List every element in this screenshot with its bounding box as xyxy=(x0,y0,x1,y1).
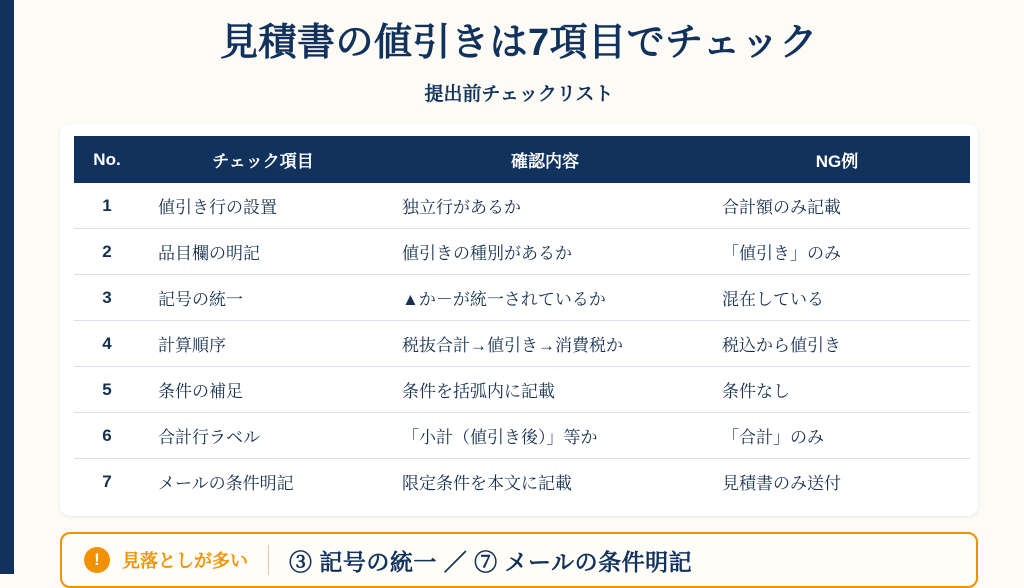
table-body xyxy=(74,183,970,504)
cell-no: 1 xyxy=(74,183,140,229)
callout-box xyxy=(60,532,978,588)
callout-body: ③ 記号の統一 ／ ⑦ メールの条件明記 xyxy=(289,548,693,575)
cell-no: 5 xyxy=(74,367,140,413)
table-header xyxy=(74,136,970,183)
cell-no: 7 xyxy=(102,471,112,491)
table-header-row xyxy=(74,136,970,183)
page-subtitle: 提出前チェックリスト xyxy=(424,84,614,106)
cell-check-item: 記号の統一 xyxy=(140,275,386,321)
left-accent-bar xyxy=(0,0,14,574)
checklist-card xyxy=(60,124,978,516)
checklist-table xyxy=(74,136,970,504)
cell-no: 6 xyxy=(74,413,140,459)
cell-confirm-detail: 値引きの種別があるか xyxy=(386,229,704,275)
page-title: 見積書の値引きは7項目でチェック xyxy=(220,22,818,64)
cell-no: 2 xyxy=(74,229,140,275)
cell-confirm-detail: 「小計（値引き後）」等か xyxy=(386,413,704,459)
cell-check-item: 条件の補足 xyxy=(140,367,386,413)
exclamation-icon: ! xyxy=(84,547,110,573)
cell-check-item: 品目欄の明記 xyxy=(140,229,386,275)
column-header-ng-example: NG例 xyxy=(704,136,970,183)
cell-confirm-detail: 限定条件を本文に記載 xyxy=(402,474,572,494)
cell-ng-example: 見積書のみ送付 xyxy=(722,474,841,494)
cell-check-item: 計算順序 xyxy=(140,321,386,367)
column-header-no: No. xyxy=(74,136,140,183)
cell-check-item: 合計行ラベル xyxy=(140,413,386,459)
callout-divider xyxy=(268,545,269,575)
table-row xyxy=(74,413,970,459)
cell-no: 4 xyxy=(74,321,140,367)
cell-ng-example: 税込から値引き xyxy=(704,321,970,367)
cell-confirm-detail: 税抜合計→値引き→消費税か xyxy=(386,321,704,367)
cell-ng-example: 合計額のみ記載 xyxy=(704,183,970,229)
table-row xyxy=(74,321,970,367)
cell-ng-example: 「値引き」のみ xyxy=(704,229,970,275)
cell-check-item: メールの条件明記 xyxy=(158,474,294,494)
cell-confirm-detail: ▲か－が統一されているか xyxy=(386,275,704,321)
slide-content xyxy=(14,0,1024,574)
table-row xyxy=(74,367,970,413)
table-row xyxy=(74,459,970,505)
cell-confirm-detail: 独立行があるか xyxy=(386,183,704,229)
column-header-check-item: チェック項目 xyxy=(140,136,386,183)
column-header-confirm-detail: 確認内容 xyxy=(386,136,704,183)
cell-confirm-detail: 条件を括弧内に記載 xyxy=(386,367,704,413)
cell-check-item: 値引き行の設置 xyxy=(140,183,386,229)
cell-no: 3 xyxy=(74,275,140,321)
callout-label: 見落としが多い xyxy=(122,551,248,572)
cell-ng-example: 条件なし xyxy=(704,367,970,413)
table-row xyxy=(74,275,970,321)
cell-ng-example: 混在している xyxy=(704,275,970,321)
table-row xyxy=(74,183,970,229)
table-row xyxy=(74,229,970,275)
cell-ng-example: 「合計」のみ xyxy=(704,413,970,459)
